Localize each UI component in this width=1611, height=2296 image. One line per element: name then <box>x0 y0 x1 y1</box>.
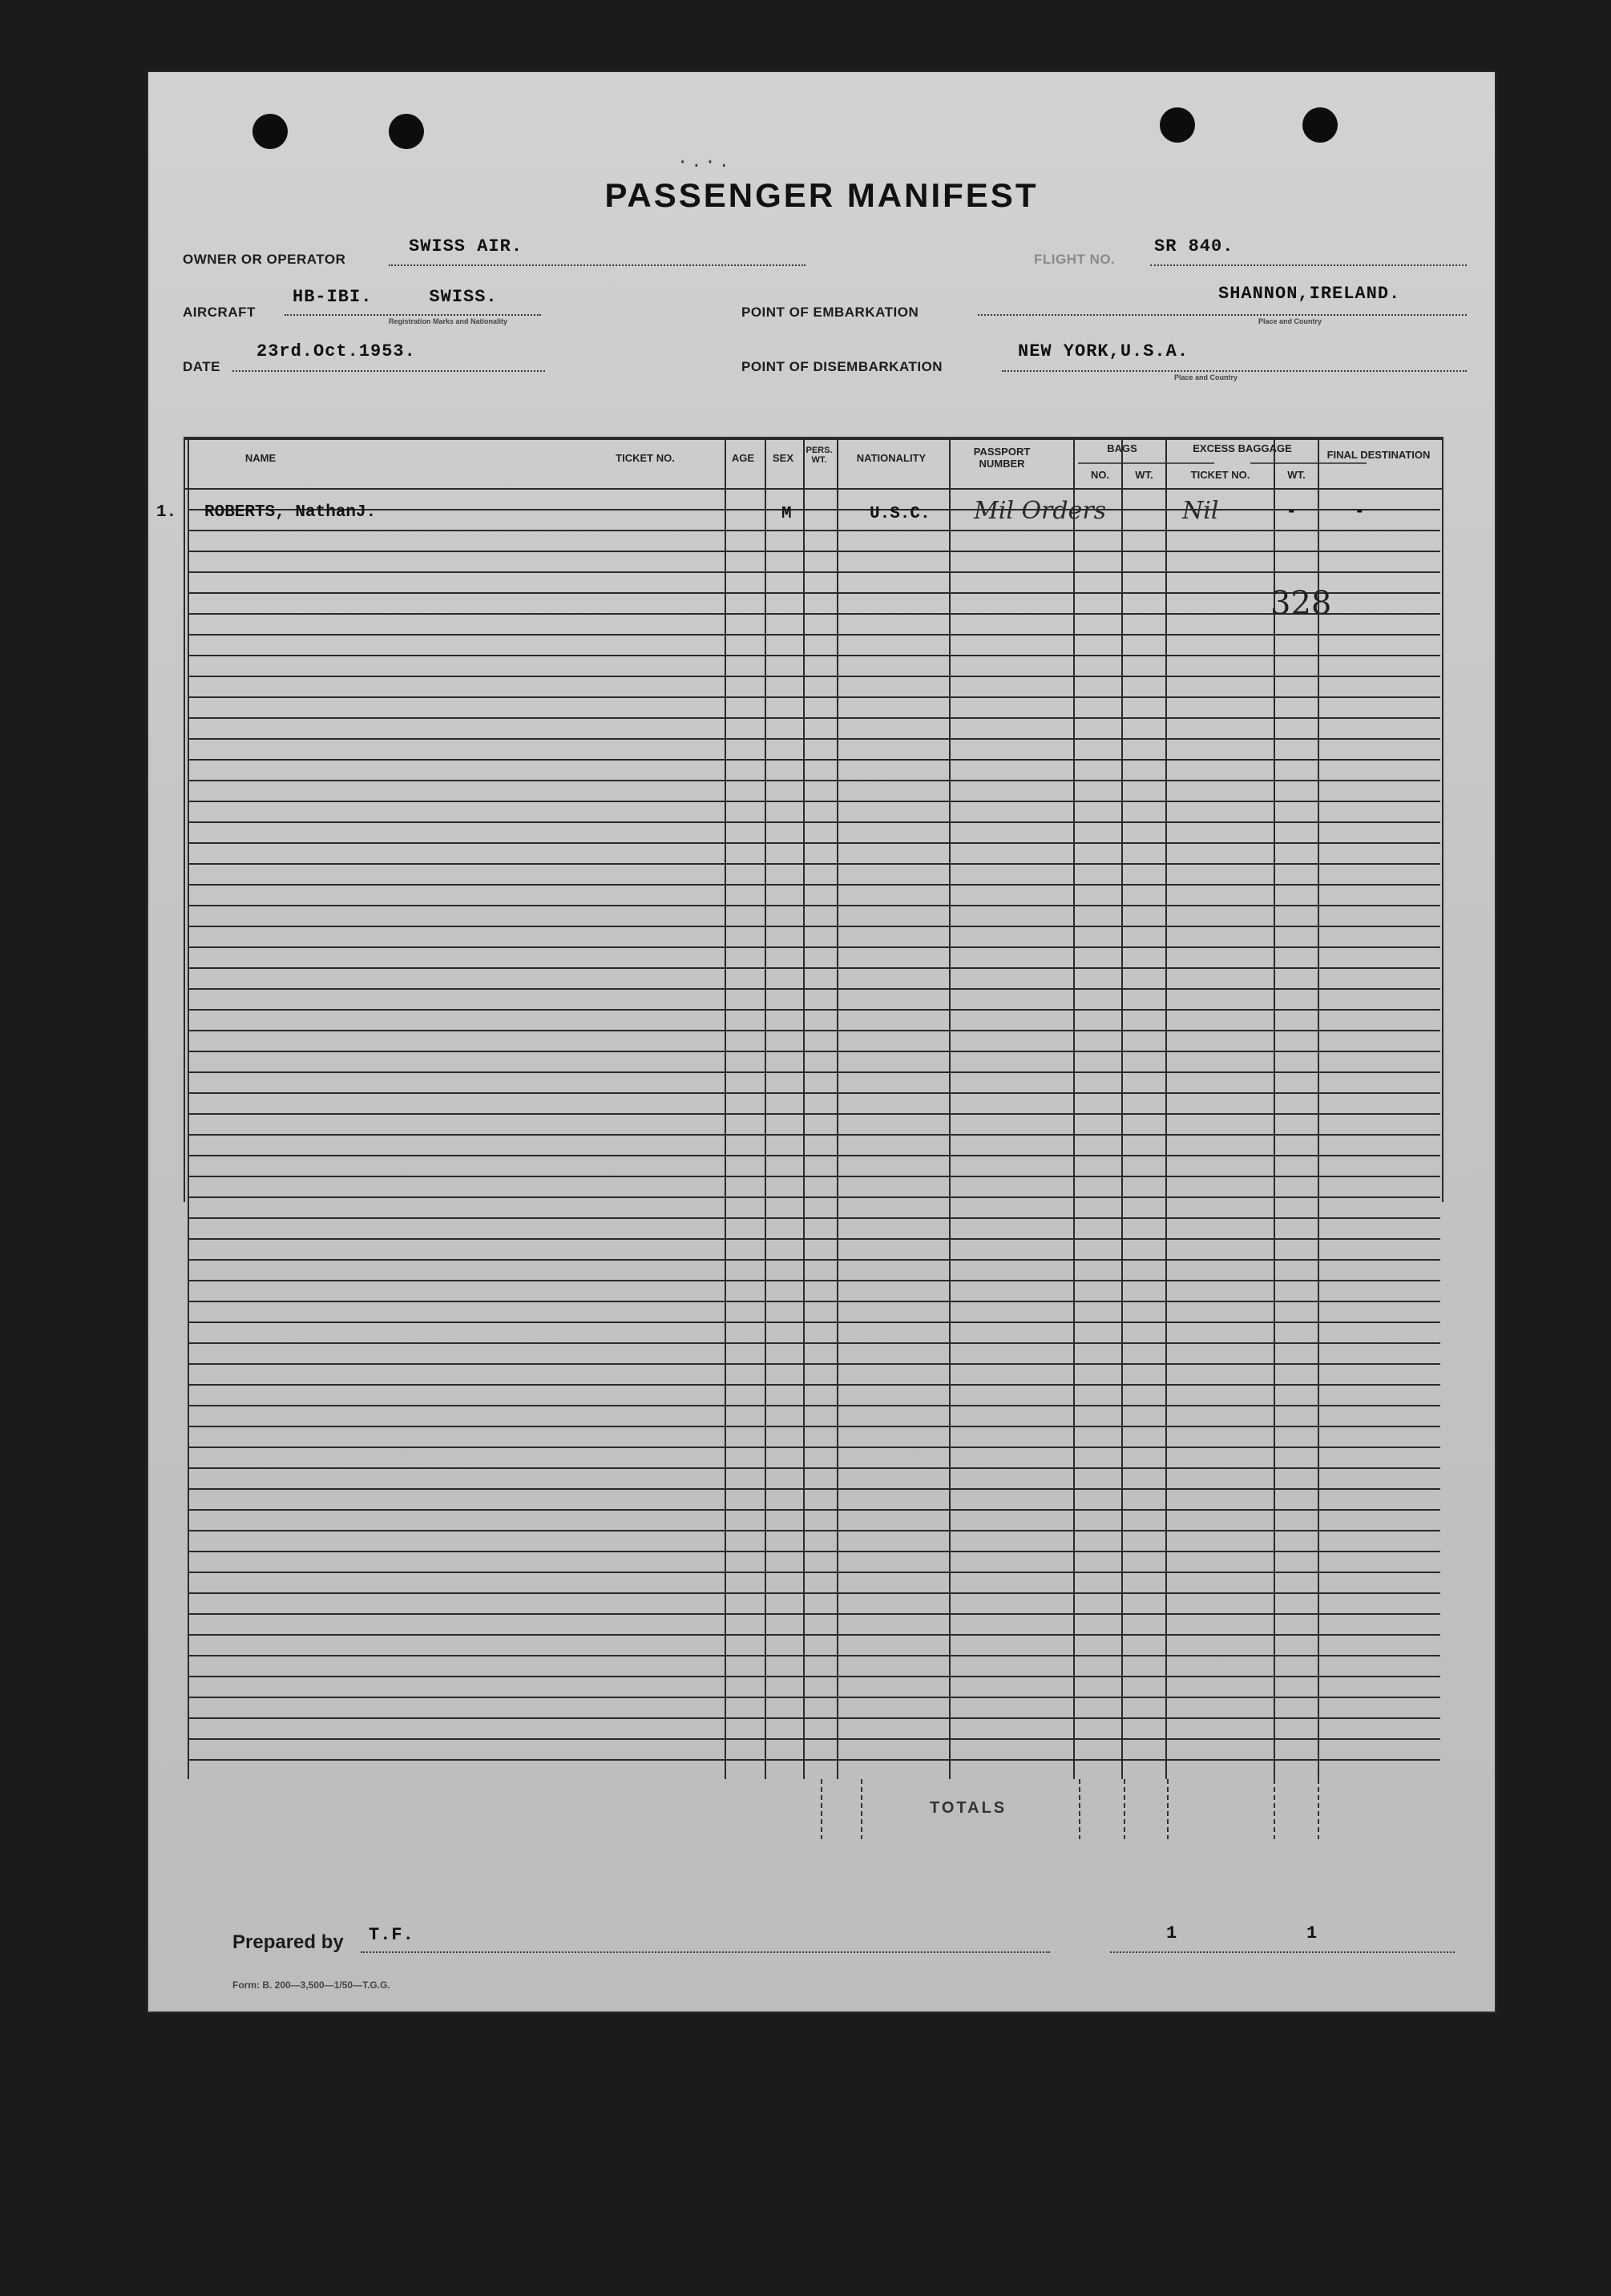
owner-value: SWISS AIR. <box>409 236 523 256</box>
embark-value: SHANNON,IRELAND. <box>1218 284 1401 304</box>
col-final: FINAL DESTINATION <box>1326 449 1431 461</box>
prepared-by-rule <box>361 1951 1050 1953</box>
totals-label: TOTALS <box>930 1799 1007 1817</box>
embark-subcaption: Place and Country <box>1258 317 1322 325</box>
passenger-name: ROBERTS, NathanJ. <box>204 503 377 522</box>
row-number: 1. <box>156 503 177 522</box>
prepared-by-value: T.F. <box>369 1925 414 1945</box>
faint-stamp: ·.·. <box>677 152 733 172</box>
flight-value: SR 840. <box>1154 236 1234 256</box>
form-code: Form: B. 200—3,500—1/50—T.G.G. <box>232 1979 390 1991</box>
page-title: PASSENGER MANIFEST <box>604 176 1039 214</box>
col-name: NAME <box>244 452 277 464</box>
page-of-total: 1 <box>1306 1923 1318 1943</box>
page-number-stamp: 328 <box>1270 585 1332 622</box>
col-bags-no: NO. <box>1090 469 1110 481</box>
manifest-sheet <box>148 72 1495 2012</box>
col-sex: SEX <box>772 452 793 464</box>
page-of-current: 1 <box>1166 1923 1178 1943</box>
manifest-table-grid <box>148 72 1495 2012</box>
passport-handwriting: Mil Orders <box>974 497 1107 525</box>
passenger-nationality: U.S.C. <box>870 505 931 523</box>
embark-label: POINT OF EMBARKATION <box>741 305 919 320</box>
col-bags: BAGS <box>1107 442 1137 454</box>
passenger-sex: M <box>781 505 792 523</box>
col-excess-ticket: TICKET NO. <box>1190 469 1250 481</box>
disembark-label: POINT OF DISEMBARKATION <box>741 359 943 374</box>
col-excess-wt: WT. <box>1287 469 1306 481</box>
prepared-by-label: Prepared by <box>232 1931 344 1953</box>
final-destination: - <box>1355 503 1365 522</box>
col-nationality: NATIONALITY <box>856 452 927 464</box>
excess-weight: - <box>1286 503 1297 522</box>
flight-label: FLIGHT NO. <box>1034 252 1116 267</box>
col-pers-wt: PERS. WT. <box>806 446 833 465</box>
col-excess: EXCESS BAGGAGE <box>1193 442 1292 454</box>
col-passport: PASSPORT NUMBER <box>973 446 1031 470</box>
excess-ticket-handwriting: Nil <box>1182 497 1219 525</box>
aircraft-label: AIRCRAFT <box>183 305 256 320</box>
col-bags-wt: WT. <box>1135 469 1153 481</box>
col-ticket: TICKET NO. <box>616 452 675 464</box>
aircraft-subcaption: Registration Marks and Nationality <box>389 317 508 325</box>
owner-label: OWNER OR OPERATOR <box>183 252 346 267</box>
col-age: AGE <box>731 452 755 464</box>
disembark-value: NEW YORK,U.S.A. <box>1018 341 1189 361</box>
date-value: 23rd.Oct.1953. <box>256 341 416 361</box>
date-label: DATE <box>183 359 221 374</box>
page-of-rule <box>1110 1951 1455 1953</box>
disembark-subcaption: Place and Country <box>1174 373 1238 381</box>
aircraft-value: HB-IBI. SWISS. <box>293 287 498 307</box>
